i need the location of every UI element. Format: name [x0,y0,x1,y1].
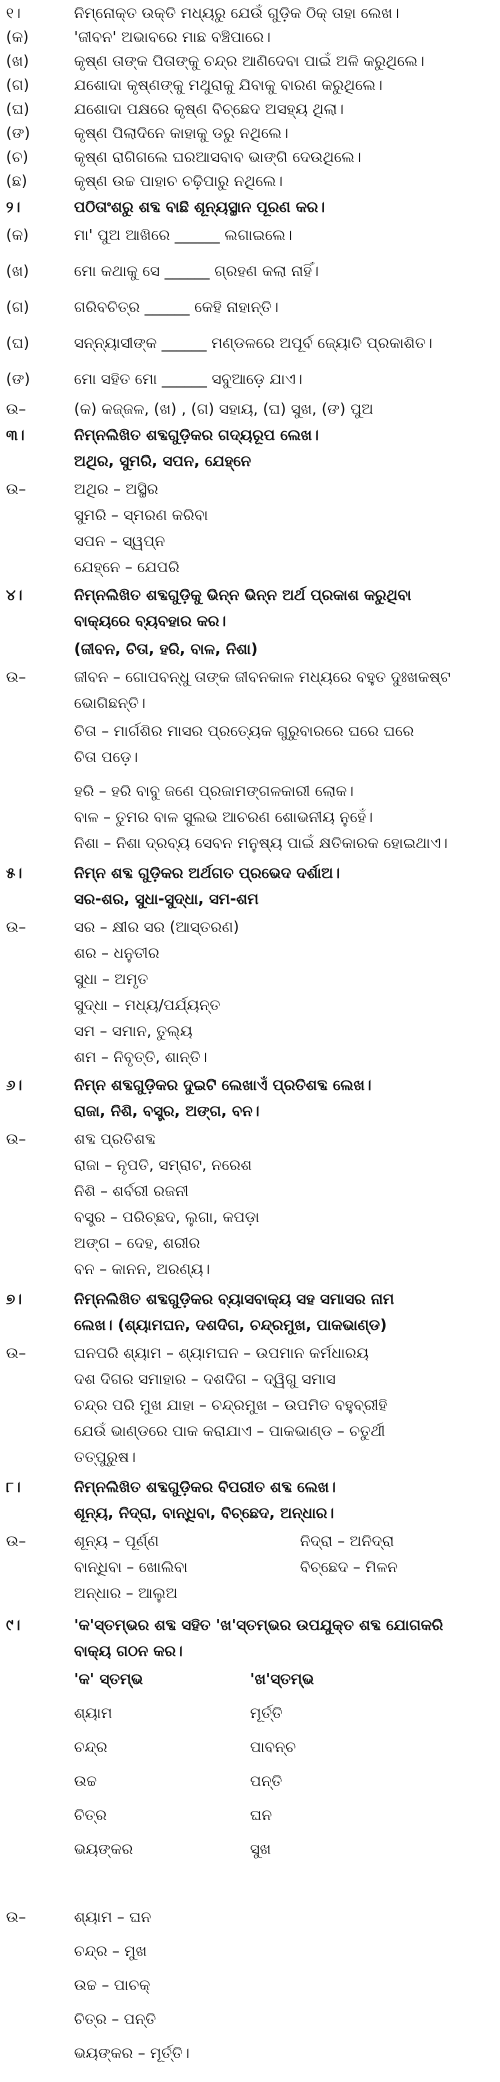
answer-text: ମା' ପୁଅ ଆଖିରେ ______ ଲଗାଇଲେ। [74,226,293,244]
antonym-pair: ବିଚ୍ଛେଦ – ମିଳନ [300,1558,398,1576]
column-word: ପନ୍ତି [250,1772,283,1790]
answer-text: ଦଶ ଦିଗର ସମାହାର – ଦଶଦିଗ – ଦ୍ୱିଗୁ ସମାସ [74,1370,336,1388]
item-marker: ୫। [6,864,23,882]
answer-text: ସନ୍ନ୍ୟାସୀଙ୍କ ______ ମଣ୍ଡଳରେ ଅପୂର୍ବ ଜ୍ୟୋତି ପ୍ରକାଶିତ। [74,334,433,352]
item-marker: ଉ– [6,1130,26,1148]
answer-text: ଅଙ୍ଗ – ଦେହ, ଶରୀର [74,1234,201,1252]
item-marker: ୨। [6,198,21,216]
item-marker: ଉ– [6,1344,26,1362]
question-text: ଅଥିର, ସୁମରି, ସପନ, ଯେହ୍ନେ [74,452,252,470]
answer-text: ଯଶୋଦା ପକ୍ଷରେ କୃଷ୍ଣ ବିଚ୍ଛେଦ ଅସହ୍ୟ ଥିଲା। [74,100,344,118]
answer-text: ମୋ କଥାକୁ ସେ ______ ଗ୍ରହଣ କଲା ନାହିଁ। [74,262,319,280]
answer-text: ଚିତା ପଡ଼େ। [74,748,138,766]
item-marker: ୪। [6,586,23,604]
answer-text: ଚନ୍ଦ୍ର ପରି ମୁଖ ଯାହା – ଚନ୍ଦ୍ରମୁଖ – ଉପମିତ ବହୁବ୍ରୀହି [74,1396,388,1414]
answer-text: ସପନ – ସ୍ୱପ୍ନ [74,532,166,550]
answer-text: ଚିତା – ମାର୍ଗଶିର ମାସର ପ୍ରତ୍ୟେକ ଗୁରୁବାରରେ ଘରେ ଘରେ [74,722,415,740]
item-marker: (ଘ) [6,100,30,118]
item-marker: ୯। [6,1616,21,1634]
antonym-pair: ବାନ୍ଧିବା – ଖୋଲିବା [74,1558,188,1576]
answer-text: ବାଳ – ତୁମର ବାଳ ସୁଲଭ ଆଚରଣ ଶୋଭନୀୟ ନୁହେଁ। [74,808,373,826]
question-text: (ଜୀବନ, ଚିତା, ହରି, ବାଳ, ନିଶା) [74,640,258,658]
answer-text: କୃଷ୍ଣ ପିଲାଦିନେ କାହାକୁ ଡରୁ ନଥିଲେ। [74,124,289,142]
answer-marker: ଉ– [6,1908,26,1926]
compound-answer: ଚନ୍ଦ୍ର – ମୁଖ [74,1942,147,1960]
answer-text: 'ଜୀବନ' ଅଭାବରେ ମାଛ ବଞ୍ଚିପାରେ। [74,28,271,46]
item-marker: (ଖ) [6,262,29,280]
column-word: ଶ୍ୟାମ [74,1704,113,1722]
answer-text: ଶମ – ନିବୃତ୍ତି, ଶାନ୍ତି। [74,1048,208,1066]
column-header: 'କ' ସ୍ତମ୍ଭ [74,1670,143,1688]
item-marker: (ଙ) [6,124,31,142]
item-marker: (କ) [6,28,29,46]
answer-text: (କ) କଜ୍ଜଳ, (ଖ) , (ଗ) ସହାୟ, (ଘ) ସୁଖ, (ଙ) ପୁଅ [74,400,374,418]
compound-answer: ଉଚ୍ଚ – ପାଚକ୍ [74,1976,151,1994]
item-marker: (ଖ) [6,52,29,70]
item-marker: ଉ– [6,918,26,936]
answer-text: ରାଜା – ନୃପତି, ସମ୍ରାଟ, ନରେଶ [74,1156,252,1174]
answer-text: କୃଷ୍ଣ ତାଙ୍କ ପିତାଙ୍କୁ ଚନ୍ଦ୍ର ଆଣିଦେବା ପାଇଁ ଅଳି କରୁଥିଲେ। [74,52,425,70]
answer-text: ମୋ ସହିତ ମୋ ______ ସବୁଆଡ଼େ ଯାଏ। [74,370,303,388]
column-header: 'ଖ'ସ୍ତମ୍ଭ [250,1670,314,1688]
question-text: ବାକ୍ୟ ଗଠନ କର। [74,1642,183,1660]
answer-text: ବନ – କାନନ, ଅରଣ୍ୟ। [74,1260,210,1278]
answer-text: କୃଷ୍ଣ ଉଚ୍ଚ ପାହାଚ ଚଢ଼ିପାରୁ ନଥିଲେ। [74,172,283,190]
answer-text: ଯେହ୍ନେ – ଯେପରି [74,558,180,576]
antonym-pair: ଶୂନ୍ୟ – ପୂର୍ଣ୍ଣ [74,1532,159,1550]
answer-text: ବସ୍ତ୍ର – ପରିଚ୍ଛଦ, ଲୁଗା, କପଡ଼ା [74,1208,260,1226]
answer-text: ଶବ୍ଦ ପ୍ରତିଶବ୍ଦ [74,1130,156,1148]
column-word: ଭୟଙ୍କର [74,1840,134,1858]
item-marker: (ଗ) [6,76,30,94]
item-marker: (ଘ) [6,334,30,352]
item-marker: ୩। [6,426,25,444]
column-word: ଉଚ୍ଚ [74,1772,97,1790]
item-marker: ୮। [6,1478,21,1496]
column-word: ମୂର୍ତ୍ତି [250,1704,283,1722]
column-word: ଚନ୍ଦ୍ର [74,1738,108,1756]
item-marker: (ଚ) [6,148,29,166]
item-marker: ୬। [6,1076,23,1094]
item-marker: ୭। [6,1290,22,1308]
answer-text: ସୁମରି – ସ୍ମରଣ କରିବା [74,506,208,524]
question-text: ନିମ୍ନଲିଖିତ ଶବ୍ଦଗୁଡ଼ିକର ବିପରୀତ ଶବ୍ଦ ଲେଖ। [74,1478,336,1496]
answer-text: ଶର – ଧନୁତୀର [74,944,160,962]
answer-text: ନିଶା – ନିଶା ଦ୍ରବ୍ୟ ସେବନ ମନୁଷ୍ୟ ପାଇଁ କ୍ଷତିକାରକ ହୋଇଥାଏ। [74,834,448,852]
answer-marker: ଉ– [6,1532,26,1550]
column-word: ପାବନ୍ଚ [250,1738,296,1756]
item-marker: ଉ– [6,668,26,686]
answer-text: ଗରିବଚିତ୍ର ______ କେହି ନାହାନ୍ତି। [74,298,279,316]
compound-answer: ଚିତ୍ର – ପନ୍ତି [74,2010,157,2028]
column-word: ଘନ [250,1806,272,1824]
item-marker: ୧। [6,4,21,22]
question-text: ନିମ୍ନ ଶବ୍ଦଗୁଡ଼ିକର ଦୁଇଟି ଲେଖାଏଁ ପ୍ରତିଶବ୍ଦ ଲେଖ। [74,1076,372,1094]
item-marker: (ଙ) [6,370,31,388]
question-text: ରାଜା, ନିଶି, ବସ୍ତ୍ର, ଅଙ୍ଗ, ବନ। [74,1102,260,1120]
answer-text: ଭୋଗିଛନ୍ତି। [74,694,146,712]
question-text: ନିମ୍ନଲିଖିତ ଶବ୍ଦଗୁଡ଼ିକର ଗଦ୍ୟରୂପ ଲେଖ। [74,426,319,444]
answer-text: ହରି – ହରି ବାବୁ ଜଣେ ପ୍ରଜାମଙ୍ଗଳକାରୀ ଲୋକ। [74,782,354,800]
antonym-pair: ନିଦ୍ରା – ଅନିଦ୍ରା [300,1532,395,1550]
answer-text: ତତ୍ପୁରୁଷ। [74,1448,136,1466]
question-text: ନିମ୍ନଲିଖିତ ଶବ୍ଦଗୁଡ଼ିକର ବ୍ୟାସବାକ୍ୟ ସହ ସମାସର ନାମ [74,1290,395,1308]
item-marker: ଉ– [6,400,26,418]
answer-text: କୃଷ୍ଣ ରାଗିଗଲେ ଘରଆସବାବ ଭାଙ୍ଗି ଦେଉଥିଲେ। [74,148,362,166]
question-text: ନିମ୍ନ ଶବ୍ଦ ଗୁଡ଼ିକର ଅର୍ଥଗତ ପ୍ରଭେଦ ଦର୍ଶାଅ। [74,864,340,882]
answer-text: ଯଶୋଦା କୃଷ୍ଣଙ୍କୁ ମଥୁରାକୁ ଯିବାକୁ ବାରଣ କରୁଥିଲେ। [74,76,383,94]
column-word: ସୁଖ [250,1840,272,1858]
item-marker: (ଗ) [6,298,30,316]
column-word: ଚିତ୍ର [74,1806,107,1824]
answer-text: ସୁଦ୍ଧା – ମଧ୍ୟ/ପର୍ଯ୍ୟନ୍ତ [74,996,221,1014]
question-text: 'କ'ସ୍ତମ୍ଭର ଶବ୍ଦ ସହିତ 'ଖ'ସ୍ତମ୍ଭର ଉପଯୁକ୍ତ ଶବ୍ଦ ଯୋଗକରି [74,1616,444,1634]
answer-text: ସମ – ସମାନ, ତୁଲ୍ୟ [74,1022,193,1040]
answer-text: ନିଶି – ଶର୍ବରୀ ରଜନୀ [74,1182,189,1200]
answer-text: ଯେଉଁ ଭାଣ୍ଡରେ ପାକ କରାଯାଏ – ପାକଭାଣ୍ଡ – ଚତୁର୍ଥୀ [74,1422,386,1440]
answer-text: ଅଥିର – ଅସ୍ଥିର [74,480,159,498]
answer-text: ସର – କ୍ଷୀର ସର (ଆସ୍ତରଣ) [74,918,240,936]
question-text: ନିମ୍ନଲିଖିତ ଶବ୍ଦଗୁଡ଼ିକୁ ଭିନ୍ନ ଭିନ୍ନ ଅର୍ଥ ପ୍ରକାଶ କରୁଥିବା [74,586,412,604]
item-marker: (କ) [6,226,29,244]
item-marker: (ଛ) [6,172,28,190]
answer-text: ସୁଧା – ଅମୃତ [74,970,149,988]
question-text: ଲେଖ। (ଶ୍ୟାମଘନ, ଦଶଦିଗ, ଚନ୍ଦ୍ରମୁଖ, ପାକଭାଣ୍ଡ) [74,1316,387,1334]
question-text: ବାକ୍ୟରେ ବ୍ୟବହାର କର। [74,612,227,630]
compound-answer: ଭୟଙ୍କର – ମୂର୍ତ୍ତି। [74,2044,190,2062]
item-marker: ଉ– [6,480,26,498]
answer-text: ଜୀବନ – ଗୋପବନ୍ଧୁ ତାଙ୍କ ଜୀବନକାଳ ମଧ୍ୟରେ ବହୁତ ଦୁଃଖକଷ୍ଟ [74,668,451,686]
antonym-pair: ଅନ୍ଧାର – ଆଲୁଅ [74,1584,178,1602]
answer-text: ନିମ୍ନୋକ୍ତ ଉକ୍ତି ମଧ୍ୟରୁ ଯେଉଁ ଗୁଡ଼ିକ ଠିକ୍ ତାହା ଲେଖ। [74,4,400,22]
question-text: ପଠିତାଂଶରୁ ଶବ୍ଦ ବାଛି ଶୂନ୍ୟସ୍ଥାନ ପୂରଣ କର। [74,198,325,216]
compound-answer: ଶ୍ୟାମ – ଘନ [74,1908,152,1926]
answer-text: ଘନପରି ଶ୍ୟାମ – ଶ୍ୟାମଘନ – ଉପମାନ କର୍ମଧାରୟ [74,1344,369,1362]
question-text: ଶୂନ୍ୟ, ନିଦ୍ରା, ବାନ୍ଧିବା, ବିଚ୍ଛେଦ, ଅନ୍ଧାର। [74,1504,335,1522]
question-text: ସର-ଶର, ସୁଧା-ସୁଦ୍ଧା, ସମ-ଶମ [74,890,259,908]
